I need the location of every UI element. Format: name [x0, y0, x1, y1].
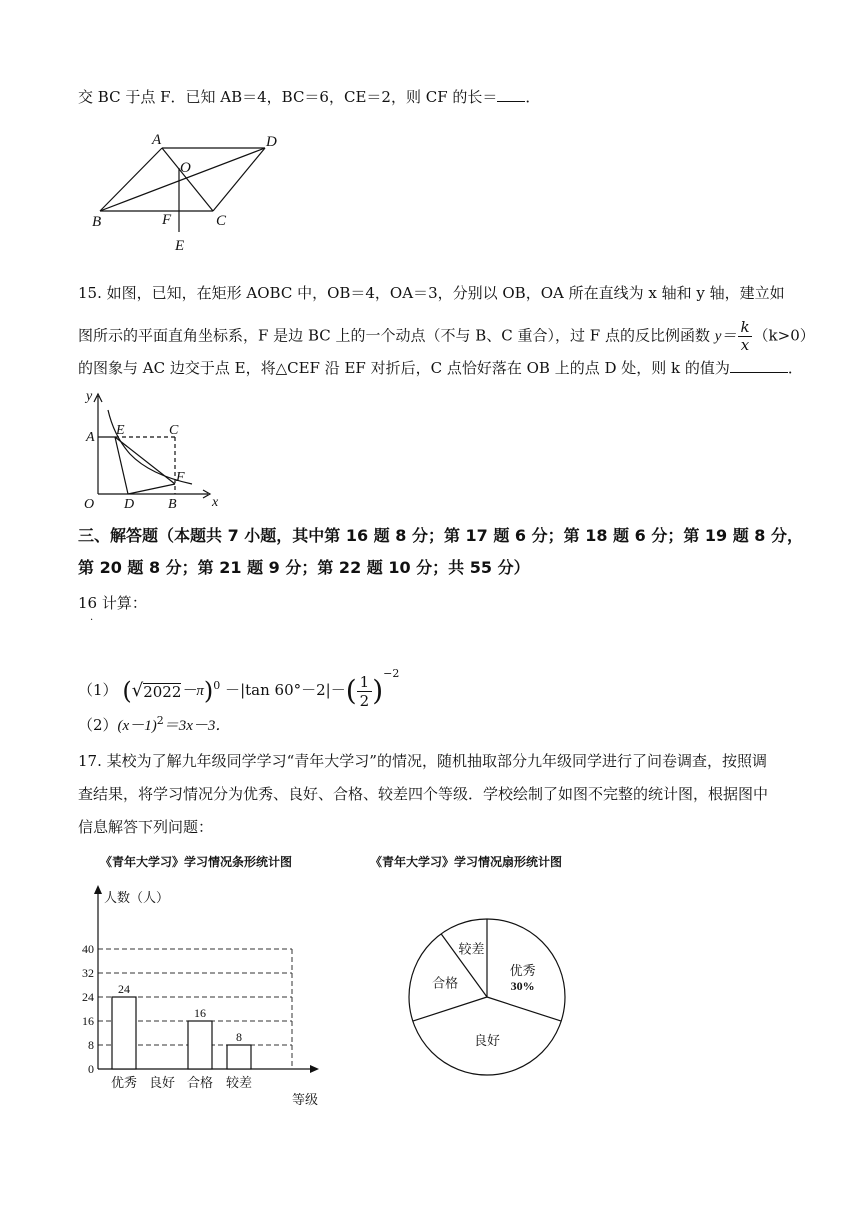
pie-chart-title: 《青年大学习》学习情况扇形统计图 — [370, 855, 563, 869]
category-label: 良好 — [148, 1075, 176, 1090]
label-F: F — [162, 212, 172, 228]
label-O: O — [84, 497, 95, 512]
label-A: A — [86, 430, 95, 445]
label-O: O — [180, 160, 191, 176]
pie-slice-label: 合格 — [432, 975, 459, 991]
pie-slice-label: 良好 — [473, 1033, 501, 1048]
label-E: E — [175, 238, 185, 254]
q15-coordinate-figure — [80, 388, 230, 518]
x-axis-label: 等级 — [292, 1092, 319, 1107]
bar-chart-title: 《青年大学习》学习情况条形统计图 — [100, 855, 293, 869]
radicand: 2022 — [143, 682, 182, 701]
label-C: C — [216, 213, 227, 229]
section3-heading-line1: 三、解答题（本题共 7 小题，其中第 16 题 8 分；第 17 题 6 分；第 18 题 6 分；第 19 题 8 分， — [78, 526, 803, 545]
label-A: A — [152, 132, 162, 148]
bar-chart — [70, 880, 340, 1110]
pie-chart — [402, 912, 572, 1082]
label-C: C — [169, 423, 179, 438]
fraction-k-over-x: $\frac{k}{x}$ — [740, 318, 750, 354]
category-label: 较差 — [225, 1075, 253, 1090]
q14-parallelogram-figure — [82, 128, 282, 258]
fn-y: y＝ — [714, 328, 737, 345]
label-F: F — [176, 470, 185, 485]
bar — [188, 1021, 212, 1069]
section3-heading-line2: 第 20 题 8 分；第 21 题 9 分；第 22 题 10 分；共 55 分） — [78, 558, 530, 577]
y-axis-arrow — [94, 885, 102, 894]
y-tick-label: 16 — [82, 1014, 94, 1028]
bar-data-label: 8 — [236, 1030, 242, 1044]
pie-slice-value: 30% — [510, 979, 535, 994]
y-tick-label: 8 — [88, 1038, 94, 1052]
pie-slice-label: 较差 — [458, 941, 485, 957]
label-B: B — [168, 497, 177, 512]
bar-data-label: 24 — [118, 982, 130, 996]
q17-line2: 查结果，将学习情况分为优秀、良好、合格、较差四个等级．学校绘制了如图不完整的统计图，根据图中 — [78, 785, 769, 803]
y-tick-label: 24 — [82, 990, 94, 1004]
y-tick-label: 32 — [82, 966, 94, 980]
y-tick-label: 40 — [82, 942, 94, 956]
q14-text: 交 BC 于点 F．已知 AB＝4，BC＝6，CE＝2，则 CF 的长＝ — [78, 88, 498, 106]
bar-data-label: 16 — [194, 1006, 206, 1020]
bar — [227, 1045, 251, 1069]
axis-x-label: x — [212, 495, 219, 510]
label-D: D — [266, 134, 277, 150]
x-axis-arrow — [310, 1065, 319, 1073]
q15-line2: 图所示的平面直角坐标系，F 是边 BC 上的一个动点（不与 B、C 重合），过 F 点的反比例函数 y＝ $\frac{k}{x}$ （k>0） — [78, 318, 815, 354]
label-D: D — [124, 497, 135, 512]
fraction-one-half: $\frac{1}{2}$ — [357, 673, 373, 710]
category-label: 优秀 — [110, 1075, 138, 1090]
y-tick-label: 0 — [88, 1062, 94, 1076]
y-axis-label: 人数（人） — [104, 890, 170, 905]
q14-text-line: 交 BC 于点 F．已知 AB＝4，BC＝6，CE＝2，则 CF 的长＝ ． — [78, 88, 541, 106]
q16-part2: $(2)(x-1)^2=3x-3$． — [78, 714, 231, 734]
axis-y-label: y — [86, 389, 93, 404]
q17-line3: 信息解答下列问题： — [78, 818, 214, 836]
q17-line1: 17. 某校为了解九年级同学学习“青年大学习”的情况，随机抽取部分九年级同学进行了问卷调查，按照调 — [78, 752, 767, 770]
q14-answer-blank[interactable] — [497, 101, 525, 102]
q16-title: 16 计算： — [78, 594, 147, 612]
q16-part1: （1） $(√2022-\pi)^0 -|\tan$ 60°－2|－( $\frac{1}{2}$ )$^{-2}$ — [78, 667, 400, 710]
q15-answer-blank[interactable] — [730, 372, 788, 373]
category-label: 合格 — [186, 1075, 214, 1090]
label-E: E — [116, 423, 125, 438]
bar — [112, 997, 136, 1069]
q15-line3: 的图象与 AC 边交于点 E，将△CEF 沿 EF 对折后，C 点恰好落在 OB 上的点 D 处，则 k 的值为 ． — [78, 359, 803, 377]
q15-line1: 15. 如图，已知，在矩形 AOBC 中，OB＝4，OA＝3，分别以 OB，OA 所在直线为 x 轴和 y 轴，建立如 — [78, 284, 785, 302]
label-B: B — [92, 214, 102, 230]
pie-slice-label: 优秀 — [509, 963, 536, 979]
